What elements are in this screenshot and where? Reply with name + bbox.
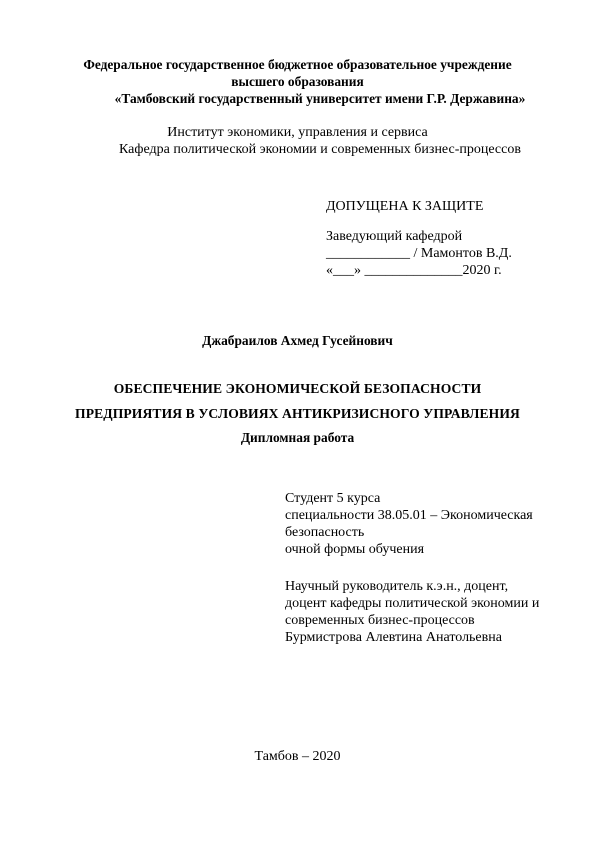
approval-signature-line: ____________ / Мамонтов В.Д.: [326, 246, 512, 261]
author-name: Джабраилов Ахмед Гусейнович: [202, 333, 393, 348]
institution-line-2: высшего образования: [231, 74, 364, 89]
department-name: Кафедра политической экономии и современных бизнес-процессов: [119, 142, 521, 157]
thesis-type: Дипломная работа: [240, 430, 355, 445]
city-year: Тамбов – 2020: [254, 749, 341, 764]
institute-name: Институт экономики, управления и сервиса: [167, 125, 428, 140]
supervisor-line-3: современных бизнес-процессов: [285, 613, 475, 628]
thesis-title-line-2: ПРЕДПРИЯТИЯ В УСЛОВИЯХ АНТИКРИЗИСНОГО УПРАВЛЕНИЯ: [75, 406, 520, 421]
institution-line-1: Федеральное государственное бюджетное образовательное учреждение: [83, 57, 512, 72]
student-line-2: специальности 38.05.01 – Экономическая: [285, 508, 533, 523]
approval-title: ДОПУЩЕНА К ЗАЩИТЕ: [326, 199, 484, 214]
student-line-4: очной формы обучения: [285, 542, 425, 557]
institution-line-3: «Тамбовский государственный университет имени Г.Р. Державина»: [114, 91, 526, 106]
supervisor-line-4: Бурмистрова Алевтина Анатольевна: [285, 630, 502, 645]
supervisor-line-1: Научный руководитель к.э.н., доцент,: [285, 579, 509, 594]
approval-date-line: «___» ______________2020 г.: [326, 263, 502, 278]
approval-role: Заведующий кафедрой: [326, 229, 463, 244]
supervisor-line-2: доцент кафедры политической экономии и: [285, 596, 540, 611]
student-line-3: безопасность: [285, 525, 365, 540]
student-line-1: Студент 5 курса: [285, 491, 381, 506]
thesis-title-line-1: ОБЕСПЕЧЕНИЕ ЭКОНОМИЧЕСКОЙ БЕЗОПАСНОСТИ: [113, 381, 482, 396]
